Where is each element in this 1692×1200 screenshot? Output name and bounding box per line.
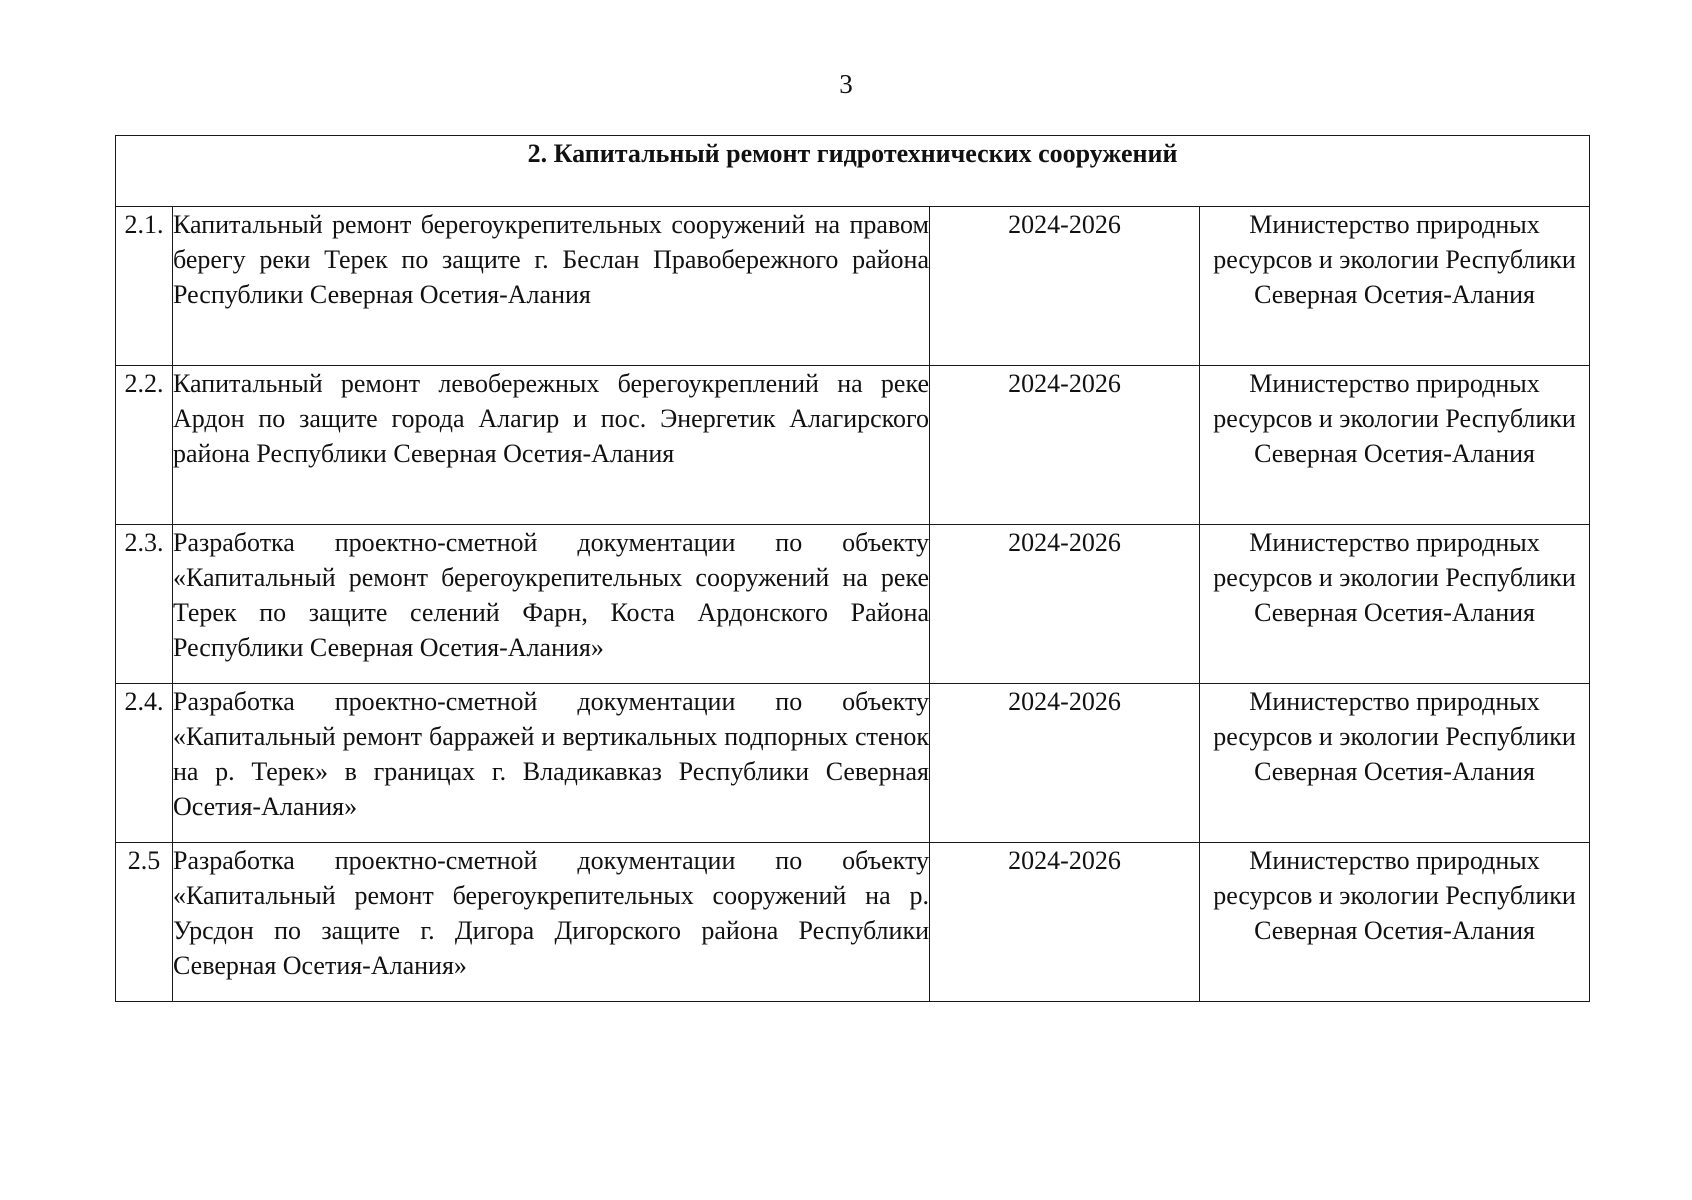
section-title: 2. Капитальный ремонт гидротехнических сооружений: [116, 136, 1590, 207]
row-period: 2024-2026: [930, 843, 1200, 1002]
row-description: Разработка проектно-сметной документации по объекту «Капитальный ремонт берегоукрепительных сооружений на р. Урсдон по защите г. Дигора Дигорского района Республики Северная Осетия-Алания»: [173, 843, 930, 1002]
row-responsible: Министерство природных ресурсов и экологии Республики Северная Осетия-Алания: [1200, 843, 1590, 1002]
row-number: 2.3.: [116, 525, 173, 684]
row-number: 2.4.: [116, 684, 173, 843]
row-description: Капитальный ремонт берегоукрепительных сооружений на правом берегу реки Терек по защите г. Беслан Правобережного района Республики Северная Осетия-Алания: [173, 207, 930, 366]
row-responsible: Министерство природных ресурсов и экологии Республики Северная Осетия-Алания: [1200, 366, 1590, 525]
row-period: 2024-2026: [930, 525, 1200, 684]
row-responsible: Министерство природных ресурсов и экологии Республики Северная Осетия-Алания: [1200, 684, 1590, 843]
row-description: Разработка проектно-сметной документации по объекту «Капитальный ремонт берегоукрепительных сооружений на реке Терек по защите селений Фарн, Коста Ардонского Района Республики Северная Осетия-Алания»: [173, 525, 930, 684]
row-number: 2.5: [116, 843, 173, 1002]
page-number: 3: [839, 69, 853, 99]
row-period: 2024-2026: [930, 207, 1200, 366]
section-header-row: [116, 136, 1590, 207]
row-period: 2024-2026: [930, 684, 1200, 843]
row-number: 2.2.: [116, 366, 173, 525]
row-description: Разработка проектно-сметной документации по объекту «Капитальный ремонт барражей и вертикальных подпорных стенок на р. Терек» в границах г. Владикавказ Республики Северная Осетия-Алания»: [173, 684, 930, 843]
table-row: [116, 684, 1590, 843]
measures-table: [115, 135, 1590, 1002]
table-row: [116, 525, 1590, 684]
table-row: [116, 366, 1590, 525]
row-description: Капитальный ремонт левобережных берегоукреплений на реке Ардон по защите города Алагир и пос. Энергетик Алагирского района Республики Северная Осетия-Алания: [173, 366, 930, 525]
row-responsible: Министерство природных ресурсов и экологии Республики Северная Осетия-Алания: [1200, 207, 1590, 366]
row-responsible: Министерство природных ресурсов и экологии Республики Северная Осетия-Алания: [1200, 525, 1590, 684]
table-row: [116, 207, 1590, 366]
table-row: [116, 843, 1590, 1002]
row-period: 2024-2026: [930, 366, 1200, 525]
row-number: 2.1.: [116, 207, 173, 366]
